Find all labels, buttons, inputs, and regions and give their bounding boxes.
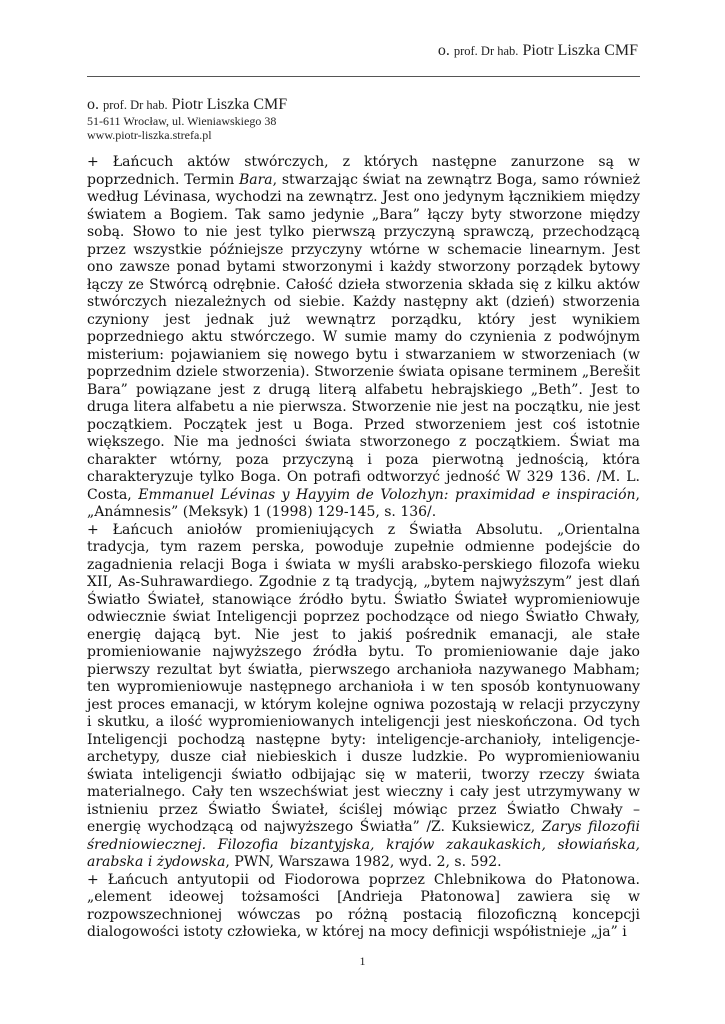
paragraph-antiutopias: + Łańcuch antyutopii od Fiodorowa poprzez Chlebnikowa do Płatonowa. „element ideowej tożsamości [Andrieja Płatonowa] zawiera się w rozpowszechnionej wówczas po różną postacią filozoficzną koncepcji dialogowości istoty człowieka, w której na mocy definicji współistnieje „ja” i bbox=[87, 871, 640, 940]
author-website[interactable]: www.piotr-liszka.strefa.pl bbox=[87, 128, 212, 142]
author-title: prof. Dr hab. bbox=[103, 98, 168, 112]
author-name: Piotr Liszka CMF bbox=[171, 96, 288, 113]
citation-title: Zarys filozofii średniowiecznej. Filozofia bizantyjska, krajów zakaukaskich, słowiańska, arabska i żydowska bbox=[87, 819, 640, 870]
page-number: 1 bbox=[359, 954, 366, 968]
header-prefix: o. bbox=[437, 42, 450, 59]
paragraph-creative-acts: + Łańcuch aktów stwórczych, z których następne zanurzone są w poprzednich. Termin Bara, stwarzając świat na zewnątrz Boga, samo również według Lévinasa, wychodzi na zewnątrz. Jest ono jedynym łącznikiem między światem a Bogiem. Tak samo jedynie „Bara” łączy byty stworzone między sobą. Słowo to nie jest tylko pierwszą przyczyną sprawczą, przechodzącą przez wszystkie późniejsze przyczyny wtórne w schemacie linearnym. Jest ono zawsze ponad bytami stworzonymi i każdy stworzony porządek bytowy łączy ze Stwórcą odrębnie. Całość dzieła stworzenia składa się z kilku aktów stwórczych niezależnych od siebie. Każdy następny akt (dzień) stworzenia czyniony jest jednak już wewnątrz porządku, który jest wynikiem poprzedniego aktu stwórczego. W sumie mamy do czynienia z podwójnym misterium: pojawianiem się nowego bytu i stwarzaniem w stworzeniach (w poprzednim dziele stworzenia). Stworzenie świata opisane terminem „Berešit Bara” powiązane jest z drugą literą alfabetu hebrajskiego „Beth”. Jest to druga litera alfabetu a nie pierwsza. Stworzenie nie jest na początku, nie jest początkiem. Początek jest u Boga. Przed stworzeniem jest coś istotnie większego. Nie ma jedności świata stworzonego z początkiem. Świat ma charakter wtórny, poza przyczyną i poza pierwotną jednością, która charakteryzuje tylko Boga. On potrafi odtworzyć jedność W 329 136. /M. L. Costa, Emmanuel Lévinas y Hayyim de Volozhyn: praximidad e inspiración, „Anámnesis” (Meksyk) 1 (1998) 129-145, s. 136/. bbox=[87, 154, 640, 520]
term-bara: Bara bbox=[238, 171, 273, 188]
header-title: prof. Dr hab. bbox=[453, 44, 519, 58]
author-prefix: o. bbox=[87, 96, 99, 113]
paragraph-angels: + Łańcuch aniołów promieniujących z Światła Absolutu. „Orientalna tradycja, tym razem perska, powoduje zupełnie odmienne podejście do zagadnienia relacji Boga i świata w myśli arabsko-perskiego filozofa wieku XII, As-Suhrawardiego. Zgodnie z tą tradycją, „bytem najwyższym” jest dlań Światło Świateł, stanowiące źródło bytu. Światło Świateł wypromieniowuje odwiecznie świat Inteligencji poprzez pochodzące od niego Światło Chwały, energię dającą byt. Nie jest to jakiś pośrednik emanacji, ale stałe promieniowanie najwyższego źródła bytu. To promieniowanie daje jako pierwszy rezultat byt światła, pierwszego archanioła nazywanego Mabham; ten wypromieniowuje następnego archanioła i w ten sposób kontynuowany jest proces emanacji, w którym kolejne ogniwa pozostają w relacji przyczyny i skutku, a ilość wypromieniowanych inteligencji jest nieskończona. Od tych Inteligencji pochodzą następne byty: inteligencje-archanioły, inteligencje-archetypy, dusze ciał niebieskich i dusze ludzkie. Po wypromieniowaniu świata inteligencji światło odbijając się w materii, tworzy rzeczy świata materialnego. Cały ten wszechświat jest wieczny i cały jest utrzymywany w istnieniu przez Światło Świateł, ściślej mówiąc przez Światło Chwały – energię wychodzącą od najwyższego Światła” /Z. Kuksiewicz, Zarys filozofii średniowiecznej. Filozofia bizantyjska, krajów zakaukaskich, słowiańska, arabska i żydowska, PWN, Warszawa 1982, wyd. 2, s. 592. bbox=[87, 521, 640, 870]
author-name-line bbox=[87, 96, 287, 114]
author-address: 51-611 Wrocław, ul. Wieniawskiego 38 bbox=[87, 114, 277, 128]
citation-title: Emmanuel Lévinas y Hayyim de Volozhyn: praximidad e inspiración bbox=[138, 486, 636, 503]
body-text bbox=[87, 154, 640, 942]
header-name: Piotr Liszka CMF bbox=[522, 42, 638, 59]
header-rule bbox=[87, 76, 640, 77]
running-header bbox=[438, 42, 638, 60]
author-block bbox=[87, 96, 287, 142]
